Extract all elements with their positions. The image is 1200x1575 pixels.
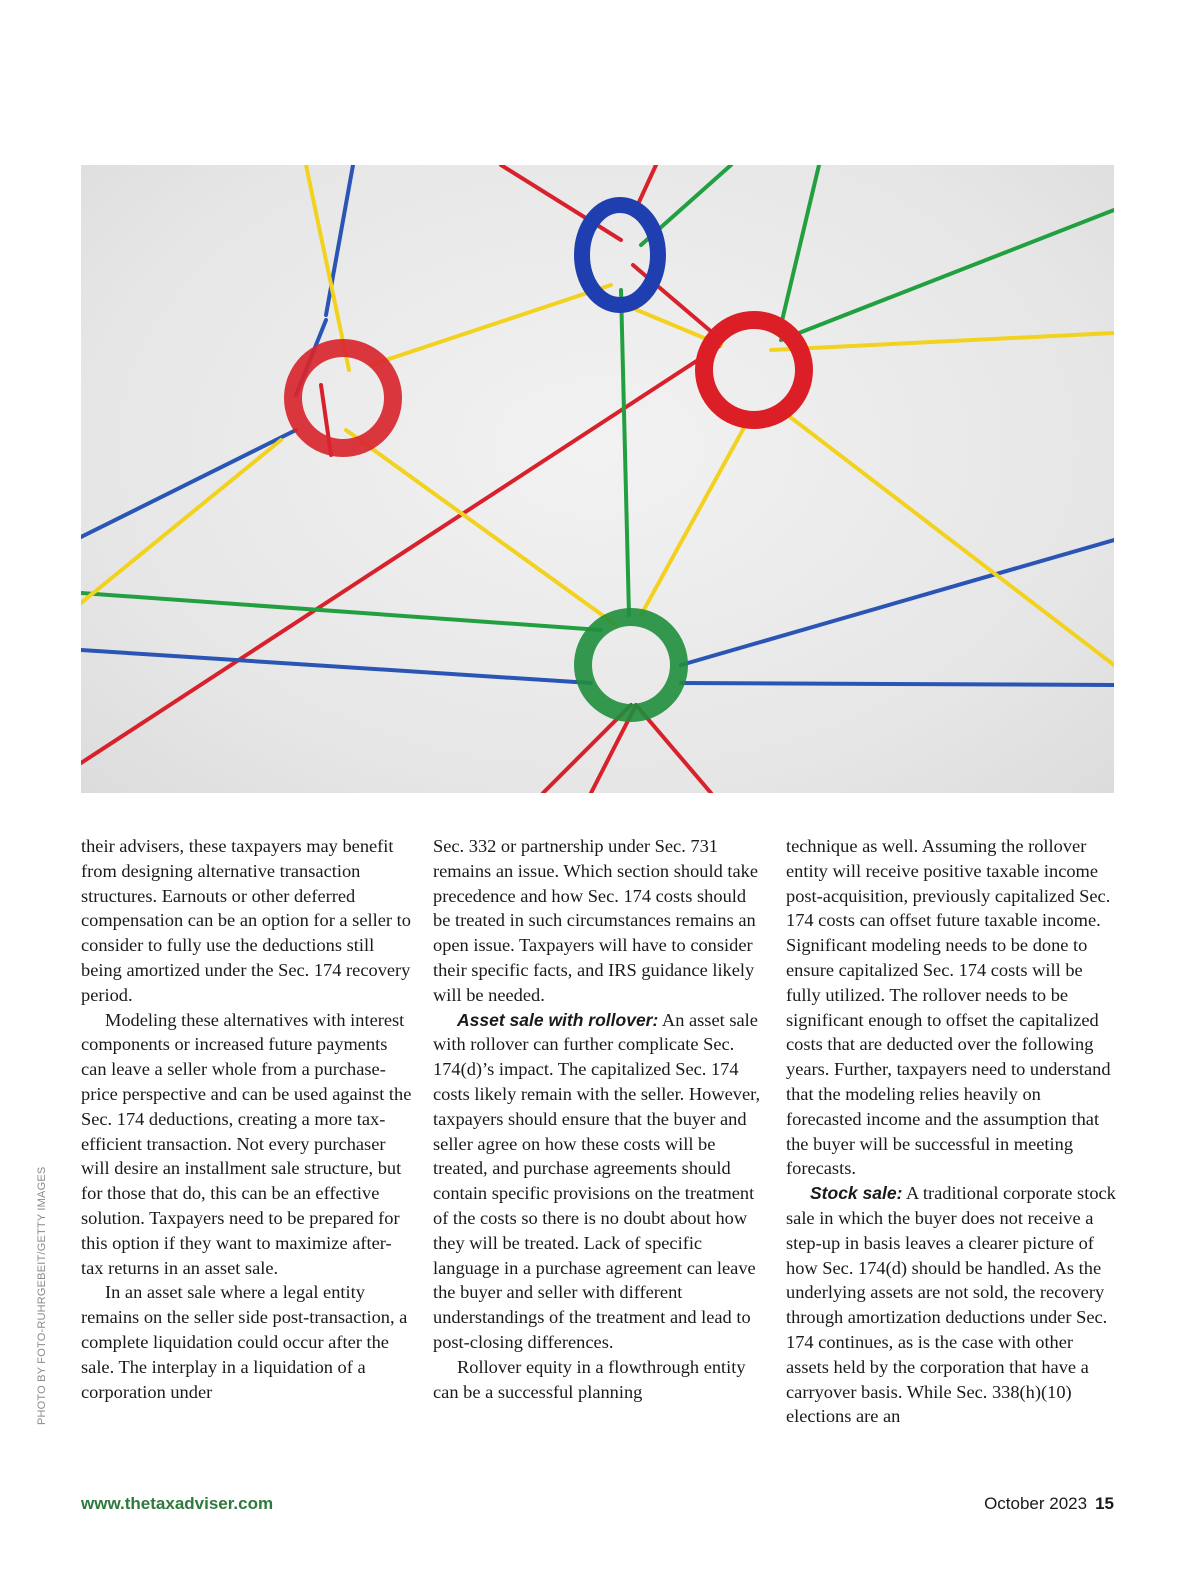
paragraph-stock-sale [786, 1181, 1118, 1429]
page-number: 15 [1095, 1494, 1114, 1513]
paragraph: their advisers, these taxpayers may benefit from designing alternative transaction structures. Earnouts or other deferred compensation can be an option for a seller to consider to fully use the deductions still being amortized under the Sec. 174 recovery period. [81, 836, 411, 1005]
paragraph-asset-sale-with-rollover [433, 1008, 765, 1355]
ring-green [583, 617, 679, 713]
paragraph: Sec. 332 or partnership under Sec. 731 remains an issue. Which section should take precedence and how Sec. 174 costs should be treated in such circumstances remains an open issue. Taxpayers will have to consider their specific facts, and IRS guidance likely will be needed. [433, 836, 758, 1005]
paragraph-text: An asset sale with rollover can further complicate Sec. 174(d)’s impact. The capitalized Sec. 174 costs likely remain with the seller. However, taxpayers should ensure that the buyer and seller agree on how these costs will be treated, and purchase agreements should contain specific provisions on the treatment of the costs so there is no doubt about how they will be treated. Lack of specific language in a purchase agreement can leave the buyer and seller with different understandings of the treatment and lead to post-closing differences. [433, 1009, 761, 1352]
paragraph-text: A traditional corporate stock sale in which the buyer does not receive a step-up in basis leaves a clearer picture of how Sec. 174(d) should be handled. As the underlying assets are not sold, the recovery through amortization deductions under Sec. 174 continues, as is the case with other assets held by the corporation that have a carryover basis. While Sec. 338(h)(10) elections are an [786, 1183, 1116, 1427]
ring-red-right [704, 320, 804, 420]
body-column-3 [786, 834, 1118, 1429]
colored-threads-and-rings-illustration [81, 165, 1114, 793]
paragraph: Modeling these alternatives with interest components or increased future payments can leave a seller whole from a purchase-price perspective and can be used against the Sec. 174 deductions, creating a more tax-efficient transaction. Not every purchaser will desire an installment sale structure, but for those that do, this can be an effective solution. Taxpayers need to be prepared for this option if they want to maximize after-tax returns in an asset sale. [81, 1009, 412, 1278]
paragraph: Rollover equity in a flowthrough entity can be a successful planning [433, 1356, 746, 1402]
footer-issue-info [984, 1494, 1114, 1514]
hero-photo [81, 165, 1114, 793]
photo-credit: PHOTO BY FOTO-RUHRGEBEIT/GETTY IMAGES [36, 1166, 48, 1425]
run-in-heading: Asset sale with rollover: [457, 1009, 659, 1030]
paragraph: In an asset sale where a legal entity remains on the seller side post-transaction, a complete liquidation could occur after the sale. The interplay in a liquidation of a corporation under [81, 1282, 408, 1402]
body-column-2 [433, 834, 765, 1404]
paragraph: technique as well. Assuming the rollover entity will receive positive taxable income post-acquisition, previously capitalized Sec. 174 costs can offset future taxable income. Significant modeling needs to be done to ensure capitalized Sec. 174 costs will be fully utilized. The rollover needs to be significant enough to offset the capitalized costs that are deducted over the following years. Further, taxpayers need to understand that the modeling relies heavily on forecasted income and the assumption that the buyer will be successful in meeting forecasts. [786, 836, 1111, 1179]
run-in-heading: Stock sale: [810, 1183, 903, 1204]
body-column-1 [81, 834, 413, 1404]
issue-date: October 2023 [984, 1494, 1088, 1513]
footer-website-link[interactable]: www.thetaxadviser.com [81, 1494, 274, 1513]
ring-red-left [293, 348, 393, 448]
